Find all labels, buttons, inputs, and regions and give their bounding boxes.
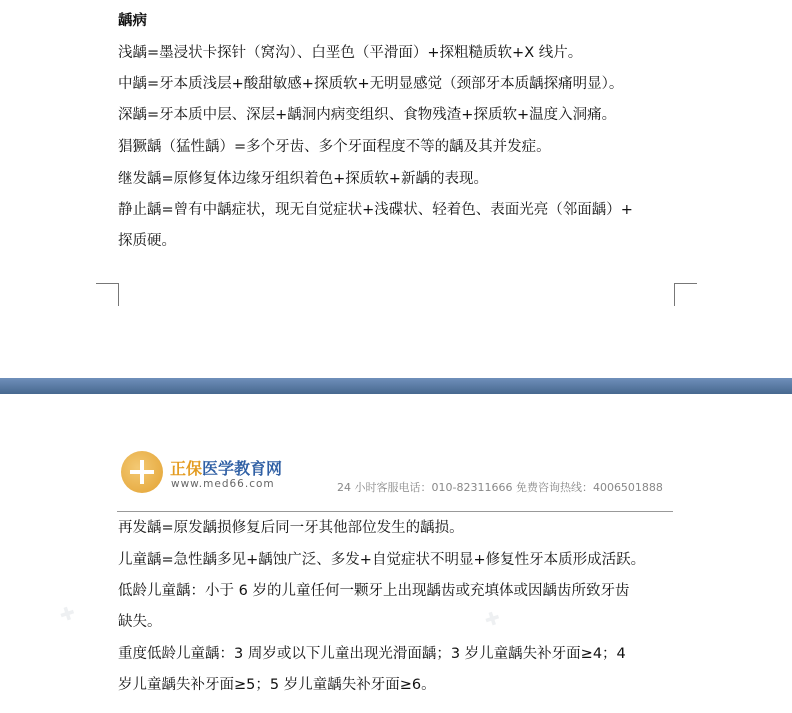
paragraph-line: 重度低龄儿童龋：3 周岁或以下儿童出现光滑面龋；3 岁儿童龋失补牙面≥4；4	[118, 646, 626, 662]
paragraph-line: 低龄儿童龋：小于 6 岁的儿童任何一颗牙上出现龋齿或充填体或因龋齿所致牙齿	[118, 583, 630, 599]
paragraph-line: 儿童龋=急性龋多见+龋蚀广泛、多发+自觉症状不明显+修复性牙本质形成活跃。	[118, 552, 646, 568]
brand-website: www.med66.com	[171, 478, 275, 490]
section-title: 龋病	[118, 13, 147, 29]
paragraph-line: 静止龋=曾有中龋症状，现无自觉症状+浅碟状、轻着色、表面光亮（邻面龋）+	[118, 202, 633, 218]
contact-info: 24 小时客服电话：010-82311666 免费咨询热线：4006501888	[337, 481, 663, 494]
page-corner-mark-right	[674, 283, 697, 306]
paragraph-line: 继发龋=原修复体边缘牙组织着色+探质软+新龋的表现。	[118, 171, 488, 187]
page-separator	[0, 378, 792, 394]
document-page-bottom	[0, 394, 792, 713]
header-divider	[117, 511, 673, 512]
page-corner-mark-left	[96, 283, 119, 306]
paragraph-line: 深龋=牙本质中层、深层+龋洞内病变组织、食物残渣+探质软+温度入洞痛。	[118, 107, 617, 123]
paragraph-line: 缺失。	[118, 614, 162, 630]
paragraph-line: 岁儿童龋失补牙面≥5；5 岁儿童龋失补牙面≥6。	[118, 677, 436, 693]
paragraph-line: 再发龋=原发龋损修复后同一牙其他部位发生的龋损。	[118, 520, 464, 536]
paragraph-line: 猖獗龋（猛性龋）=多个牙齿、多个牙面程度不等的龋及其并发症。	[118, 139, 551, 155]
logo-icon	[121, 451, 163, 493]
watermark-logo-icon: ✚	[482, 607, 503, 632]
paragraph-line: 中龋=牙本质浅层+酸甜敏感+探质软+无明显感觉（颈部牙本质龋探痛明显）。	[118, 76, 624, 92]
watermark-logo-icon: ✚	[57, 602, 78, 627]
paragraph-line: 浅龋=墨浸状卡探针（窝沟）、白垩色（平滑面）+探粗糙质软+X 线片。	[118, 45, 583, 61]
paragraph-line: 探质硬。	[118, 233, 176, 249]
brand-name: 正保医学教育网	[170, 459, 283, 478]
